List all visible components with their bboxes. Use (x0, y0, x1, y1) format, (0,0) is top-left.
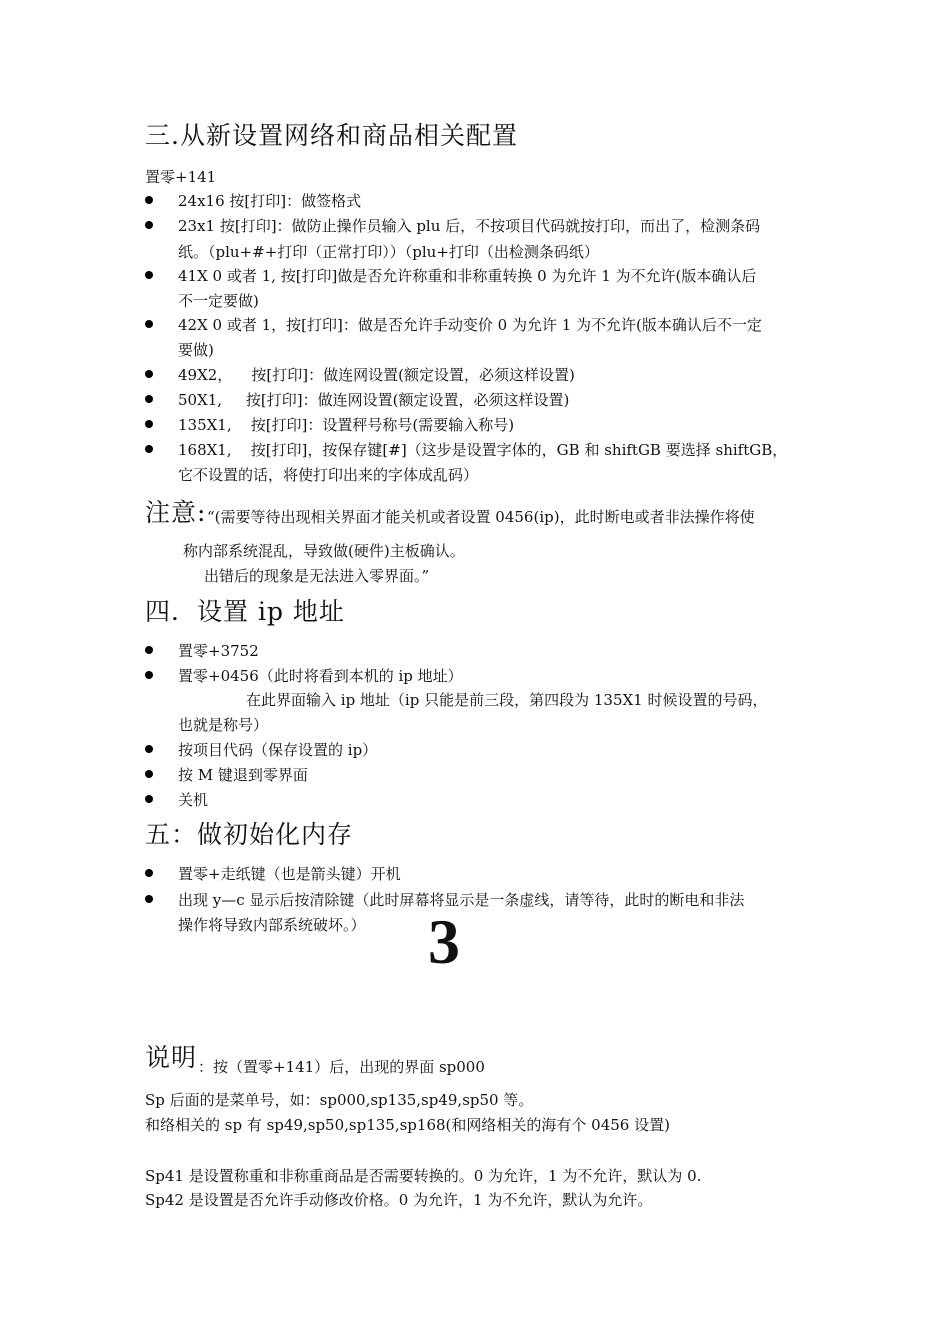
bullet-icon (145, 320, 153, 328)
section-5-heading: 五：做初始化内存 (145, 820, 354, 849)
bullet-icon (145, 196, 153, 204)
list-item: 168X1, 按[打印]，按保存键[#]（这步是设置字体的，GB 和 shiftGB 要选择 shiftGB， (178, 441, 788, 459)
section-4-heading: 四．设置 ip 地址 (145, 597, 345, 626)
note-line: 出错后的现象是无法进入零界面。” (204, 567, 430, 585)
list-item: 按项目代码（保存设置的 ip） (178, 741, 378, 759)
bullet-icon (145, 370, 153, 378)
explanation-label: 说明 (145, 1043, 198, 1072)
bullet-icon (145, 271, 153, 279)
bullet-icon (145, 795, 153, 803)
list-item-continuation: 在此界面输入 ip 地址（ip 只能是前三段，第四段为 135X1 时候设置的号码， (246, 691, 768, 709)
list-item: 置零+0456（此时将看到本机的 ip 地址） (178, 667, 463, 685)
bullet-icon (145, 869, 153, 877)
bullet-icon (145, 646, 153, 654)
bullet-icon (145, 221, 153, 229)
list-item: 按 M 键退到零界面 (178, 766, 308, 784)
explanation-line: Sp42 是设置是否允许手动修改价格。0 为允许，1 为不允许，默认为允许。 (145, 1191, 653, 1209)
list-item: 23x1 按[打印]：做防止操作员输入 plu 后，不按项目代码就按打印，而出了，检测条码 (178, 217, 761, 235)
list-item: 41X 0 或者 1, 按[打印]做是否允许称重和非称重转换 0 为允许 1 为不允许(版本确认后 (178, 267, 757, 285)
bullet-icon (145, 445, 153, 453)
list-item-continuation: 它不设置的话，将使打印出来的字体成乱码） (178, 466, 479, 484)
bullet-icon (145, 745, 153, 753)
page-number: 3 (428, 906, 460, 977)
list-item: 49X2， 按[打印]：做连网设置(额定设置，必须这样设置) (178, 366, 575, 384)
note-line: “(需要等待出现相关界面才能关机或者设置 0456(ip)，此时断电或者非法操作将使 (207, 508, 755, 526)
explanation-first-line: ：按（置零+141）后，出现的界面 sp000 (198, 1058, 485, 1076)
explanation-line: 和络相关的 sp 有 sp49,sp50,sp135,sp168(和网络相关的海有个 0456 设置) (145, 1116, 670, 1134)
list-item-continuation: 要做) (178, 341, 214, 359)
list-item: 置零+走纸键（也是箭头键）开机 (178, 865, 401, 883)
note-line: 称内部系统混乱，导致做(硬件)主板确认。 (183, 542, 465, 560)
list-item: 24x16 按[打印]：做签格式 (178, 192, 362, 210)
bullet-icon (145, 395, 153, 403)
list-item: 135X1, 按[打印]：设置秤号称号(需要输入称号) (178, 416, 515, 434)
list-item: 关机 (178, 791, 209, 809)
section-3-heading: 三.从新设置网络和商品相关配置 (145, 121, 518, 150)
bullet-icon (145, 895, 153, 903)
section-3-intro: 置零+141 (145, 168, 217, 186)
list-item: 50X1, 按[打印]：做连网设置(额定设置，必须这样设置) (178, 391, 570, 409)
list-item-continuation: 也就是称号） (178, 716, 269, 734)
note-label: 注意: (145, 498, 207, 527)
explanation-line: Sp41 是设置称重和非称重商品是否需要转换的。0 为允许，1 为不允许，默认为 0. (145, 1167, 702, 1185)
list-item: 置零+3752 (178, 642, 259, 660)
bullet-icon (145, 671, 153, 679)
bullet-icon (145, 770, 153, 778)
list-item-continuation: 不一定要做) (178, 292, 259, 310)
list-item: 出现 y—c 显示后按清除键（此时屏幕将显示是一条虚线，请等待，此时的断电和非法 (178, 891, 745, 909)
explanation-line: Sp 后面的是菜单号，如：sp000,sp135,sp49,sp50 等。 (145, 1091, 534, 1109)
list-item: 42X 0 或者 1，按[打印]：做是否允许手动变价 0 为允许 1 为不允许(版本确认后不一定 (178, 316, 762, 334)
bullet-icon (145, 420, 153, 428)
list-item-continuation: 操作将导致内部系统破坏。） (178, 916, 366, 934)
list-item-continuation: 纸。（plu+#+打印（正常打印））（plu+打印（出检测条码纸） (178, 243, 599, 261)
